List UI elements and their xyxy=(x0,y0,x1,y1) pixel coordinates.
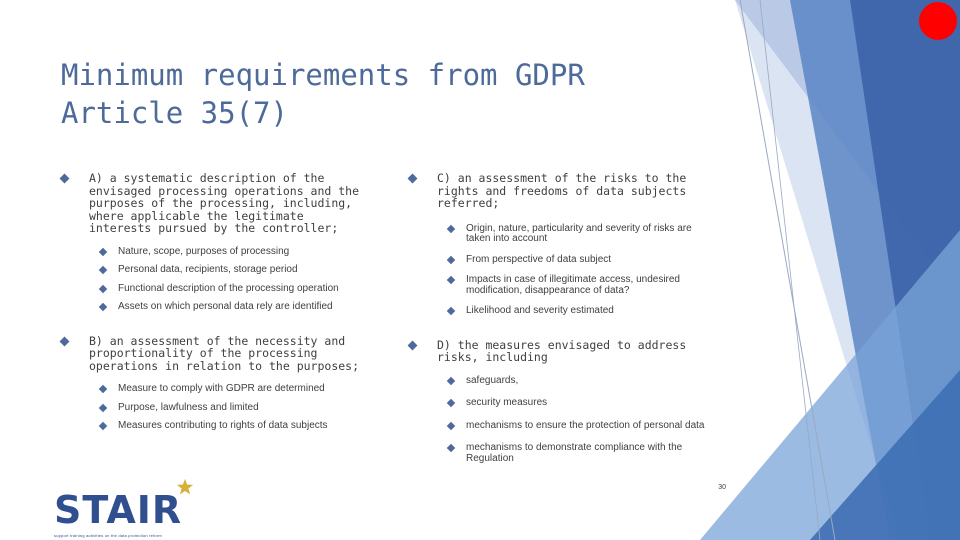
list-item xyxy=(437,306,718,317)
list-item xyxy=(89,403,370,414)
list-item-a xyxy=(60,172,370,313)
item-a-sublist xyxy=(89,247,370,313)
page-number: 30 xyxy=(718,484,726,491)
sub-item-text: Nature, scope, purposes of processing xyxy=(118,245,290,257)
sub-item-text: Purpose, lawfulness and limited xyxy=(118,401,259,413)
item-a-text: A) a systematic description of the envisaged processing operations and the purposes of the processing, including, where applicable the legitimate interests pursued by the controller; xyxy=(89,171,360,235)
logo-tagline: support training activities on the data protection reform xyxy=(54,533,162,538)
diamond-bullet-icon xyxy=(99,266,107,274)
diamond-bullet-icon xyxy=(99,247,107,255)
list-item-d xyxy=(408,339,718,465)
list-item xyxy=(89,384,370,395)
diamond-bullet-icon xyxy=(447,224,455,232)
sub-item-text: Measures contributing to rights of data subjects xyxy=(118,420,328,431)
sub-item-text: safeguards, xyxy=(466,374,519,386)
item-b-text: B) an assessment of the necessity and proportionality of the processing operations in relation to the purposes; xyxy=(89,333,360,373)
sub-item-text: Impacts in case of illegitimate access, undesired modification, disappearance of data? xyxy=(466,274,680,296)
title-line-1: Minimum requirements from GDPR xyxy=(61,58,585,92)
list-item xyxy=(437,255,718,266)
diamond-bullet-icon xyxy=(99,385,107,393)
list-item xyxy=(89,265,370,276)
item-c-sublist xyxy=(437,224,718,317)
item-d-sublist xyxy=(437,376,718,465)
sub-item-text: Functional description of the processing operation xyxy=(118,282,339,294)
list-item xyxy=(89,284,370,295)
list-item-c xyxy=(408,172,718,317)
sub-item-text: Likelihood and severity estimated xyxy=(466,305,614,316)
diamond-bullet-icon xyxy=(447,399,455,407)
item-d-text: D) the measures envisaged to address risks, including xyxy=(437,337,687,364)
list-item xyxy=(437,224,718,245)
diamond-bullet-icon xyxy=(99,284,107,292)
sub-item-text: Measure to comply with GDPR are determined xyxy=(118,383,325,394)
right-column xyxy=(408,172,718,480)
diamond-bullet-icon xyxy=(447,255,455,263)
title-line-2: Article 35(7) xyxy=(61,96,288,130)
diamond-bullet-icon xyxy=(447,376,455,384)
left-column xyxy=(60,172,370,448)
list-item xyxy=(437,275,718,296)
item-b-sublist xyxy=(89,384,370,432)
diamond-bullet-icon xyxy=(60,174,70,184)
list-item xyxy=(89,247,370,258)
diamond-bullet-icon xyxy=(447,444,455,452)
sub-item-text: Personal data, recipients, storage period xyxy=(118,264,298,275)
diamond-bullet-icon xyxy=(447,276,455,284)
sub-item-text: Assets on which personal data rely are identified xyxy=(118,301,333,312)
sub-item-text: mechanisms to ensure the protection of personal data xyxy=(466,419,705,431)
logo-wordmark: STAIR xyxy=(54,488,183,532)
diamond-bullet-icon xyxy=(99,422,107,430)
diamond-bullet-icon xyxy=(447,421,455,429)
list-item xyxy=(89,302,370,313)
list-item xyxy=(437,376,718,387)
list-item xyxy=(437,398,718,409)
stair-logo xyxy=(52,478,222,540)
list-item-b xyxy=(60,335,370,432)
diamond-bullet-icon xyxy=(99,303,107,311)
list-item xyxy=(437,443,718,464)
sub-item-text: mechanisms to demonstrate compliance with the Regulation xyxy=(466,442,683,464)
list-item xyxy=(437,421,718,432)
diamond-bullet-icon xyxy=(447,307,455,315)
diamond-bullet-icon xyxy=(408,174,418,184)
sub-item-text: From perspective of data subject xyxy=(466,253,612,265)
list-item xyxy=(89,421,370,432)
item-c-text: C) an assessment of the risks to the rights and freedoms of data subjects referred; xyxy=(437,171,687,210)
diamond-bullet-icon xyxy=(60,336,70,346)
sub-item-text: Origin, nature, particularity and severity of risks are taken into account xyxy=(466,222,692,244)
slide-title xyxy=(61,56,701,132)
star-icon xyxy=(176,478,194,496)
diamond-bullet-icon xyxy=(99,403,107,411)
sub-item-text: security measures xyxy=(466,397,548,408)
record-indicator-icon xyxy=(919,2,957,40)
diamond-bullet-icon xyxy=(408,340,418,350)
